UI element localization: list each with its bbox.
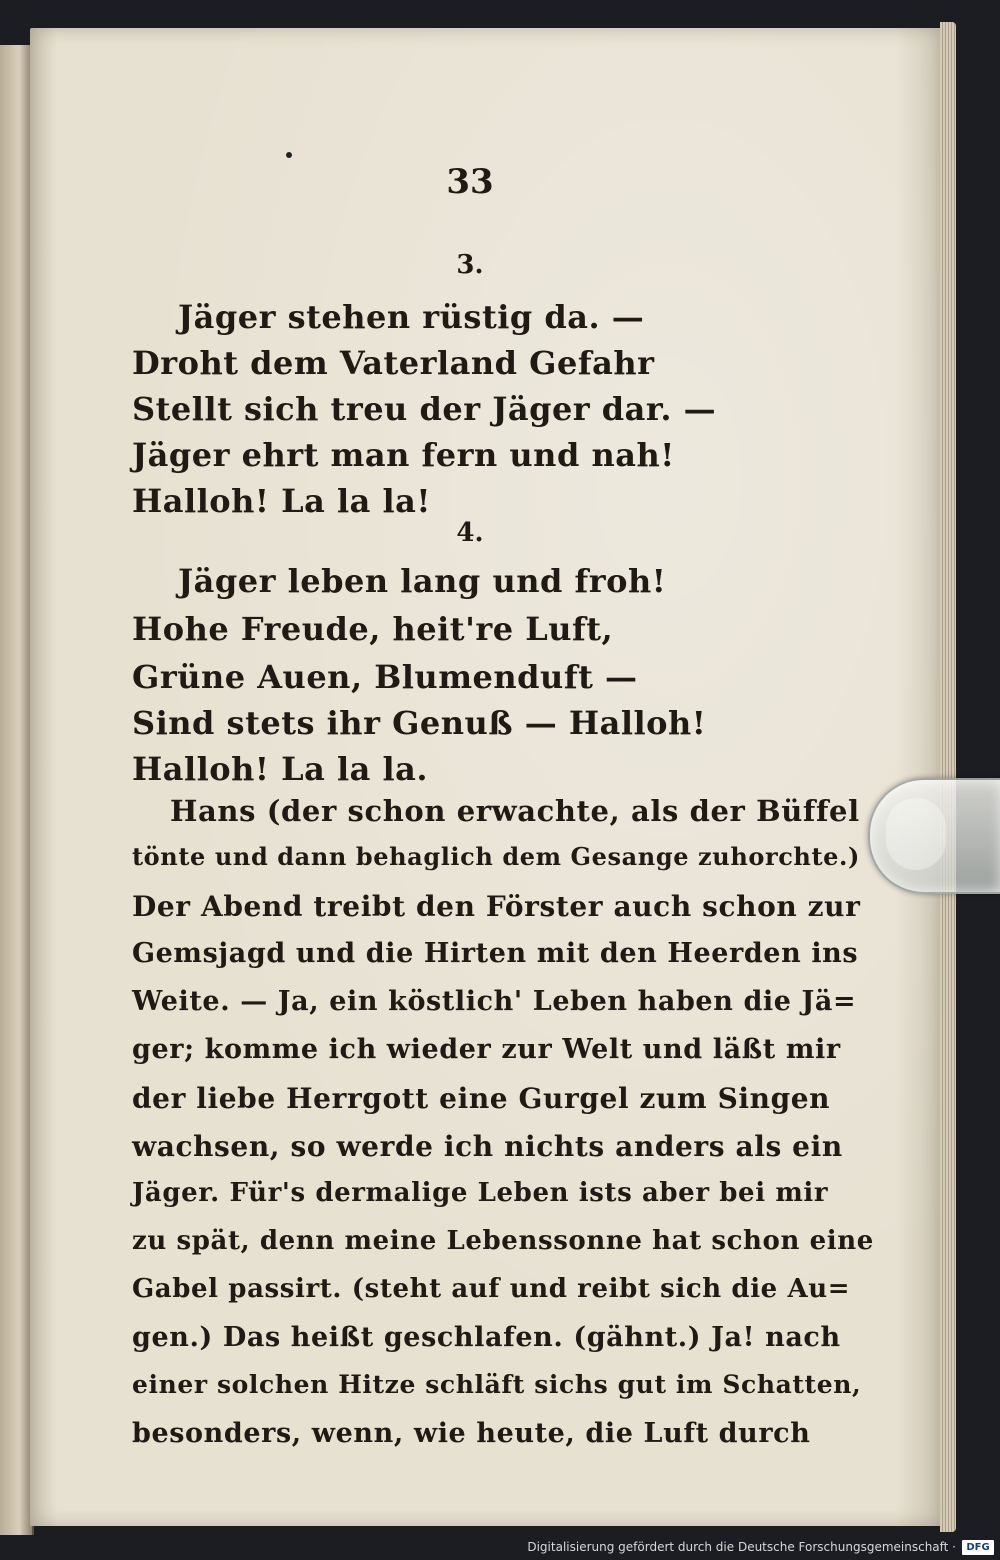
prose-line: Der Abend treibt den Förster auch schon zur bbox=[132, 890, 861, 923]
verse-line: Jäger stehen rüstig da. — bbox=[178, 298, 645, 336]
ink-dot bbox=[286, 152, 292, 158]
prose-line: ger; komme ich wieder zur Welt und läßt mir bbox=[132, 1034, 841, 1065]
page-holder-clip bbox=[868, 778, 1000, 894]
page-number: 33 bbox=[446, 162, 494, 202]
verse-line: Stellt sich treu der Jäger dar. — bbox=[132, 390, 717, 428]
prose-line: Gabel passirt. (steht auf und reibt sich die Au= bbox=[132, 1274, 851, 1304]
dfg-logo: DFG bbox=[962, 1540, 994, 1555]
prose-line: zu spät, denn meine Lebenssonne hat schon eine bbox=[132, 1226, 874, 1256]
page-stack-edges bbox=[940, 22, 956, 1532]
verse-line: Hohe Freude, heit're Luft, bbox=[132, 610, 614, 648]
clip-highlight bbox=[886, 798, 946, 870]
prose-line: Gemsjagd und die Hirten mit den Heerden ins bbox=[132, 938, 859, 969]
prose-line: besonders, wenn, wie heute, die Luft durch bbox=[132, 1418, 811, 1449]
footer-bar bbox=[0, 1536, 1000, 1560]
prose-line: einer solchen Hitze schläft sichs gut im Schatten, bbox=[132, 1370, 862, 1399]
verse-line: Sind stets ihr Genuß — Halloh! bbox=[132, 704, 707, 742]
prose-line: der liebe Herrgott eine Gurgel zum Singen bbox=[132, 1082, 831, 1115]
verse-line: Halloh! La la la! bbox=[132, 482, 431, 520]
verse-line: Jäger ehrt man fern und nah! bbox=[132, 436, 675, 474]
prose-line: Weite. — Ja, ein köstlich' Leben haben die Jä= bbox=[132, 986, 857, 1017]
stanza-number: 4. bbox=[456, 518, 484, 548]
verse-line: Grüne Auen, Blumenduft — bbox=[132, 658, 638, 696]
funding-credit: Digitalisierung gefördert durch die Deutsche Forschungsgemeinschaft · bbox=[527, 1540, 956, 1554]
previous-page-edge bbox=[0, 45, 34, 1535]
prose-line: wachsen, so werde ich nichts anders als ein bbox=[132, 1130, 843, 1163]
prose-line: Jäger. Für's dermalige Leben ists aber bei mir bbox=[132, 1178, 829, 1208]
prose-line: gen.) Das heißt geschlafen. (gähnt.) Ja! nach bbox=[132, 1322, 841, 1353]
prose-line: tönte und dann behaglich dem Gesange zuhorchte.) bbox=[132, 842, 860, 871]
verse-line: Halloh! La la la. bbox=[132, 750, 429, 788]
verse-line: Jäger leben lang und froh! bbox=[178, 562, 667, 600]
verse-line: Droht dem Vaterland Gefahr bbox=[132, 344, 655, 382]
stanza-number: 3. bbox=[456, 250, 484, 280]
prose-line: Hans (der schon erwachte, als der Büffel bbox=[170, 794, 860, 828]
